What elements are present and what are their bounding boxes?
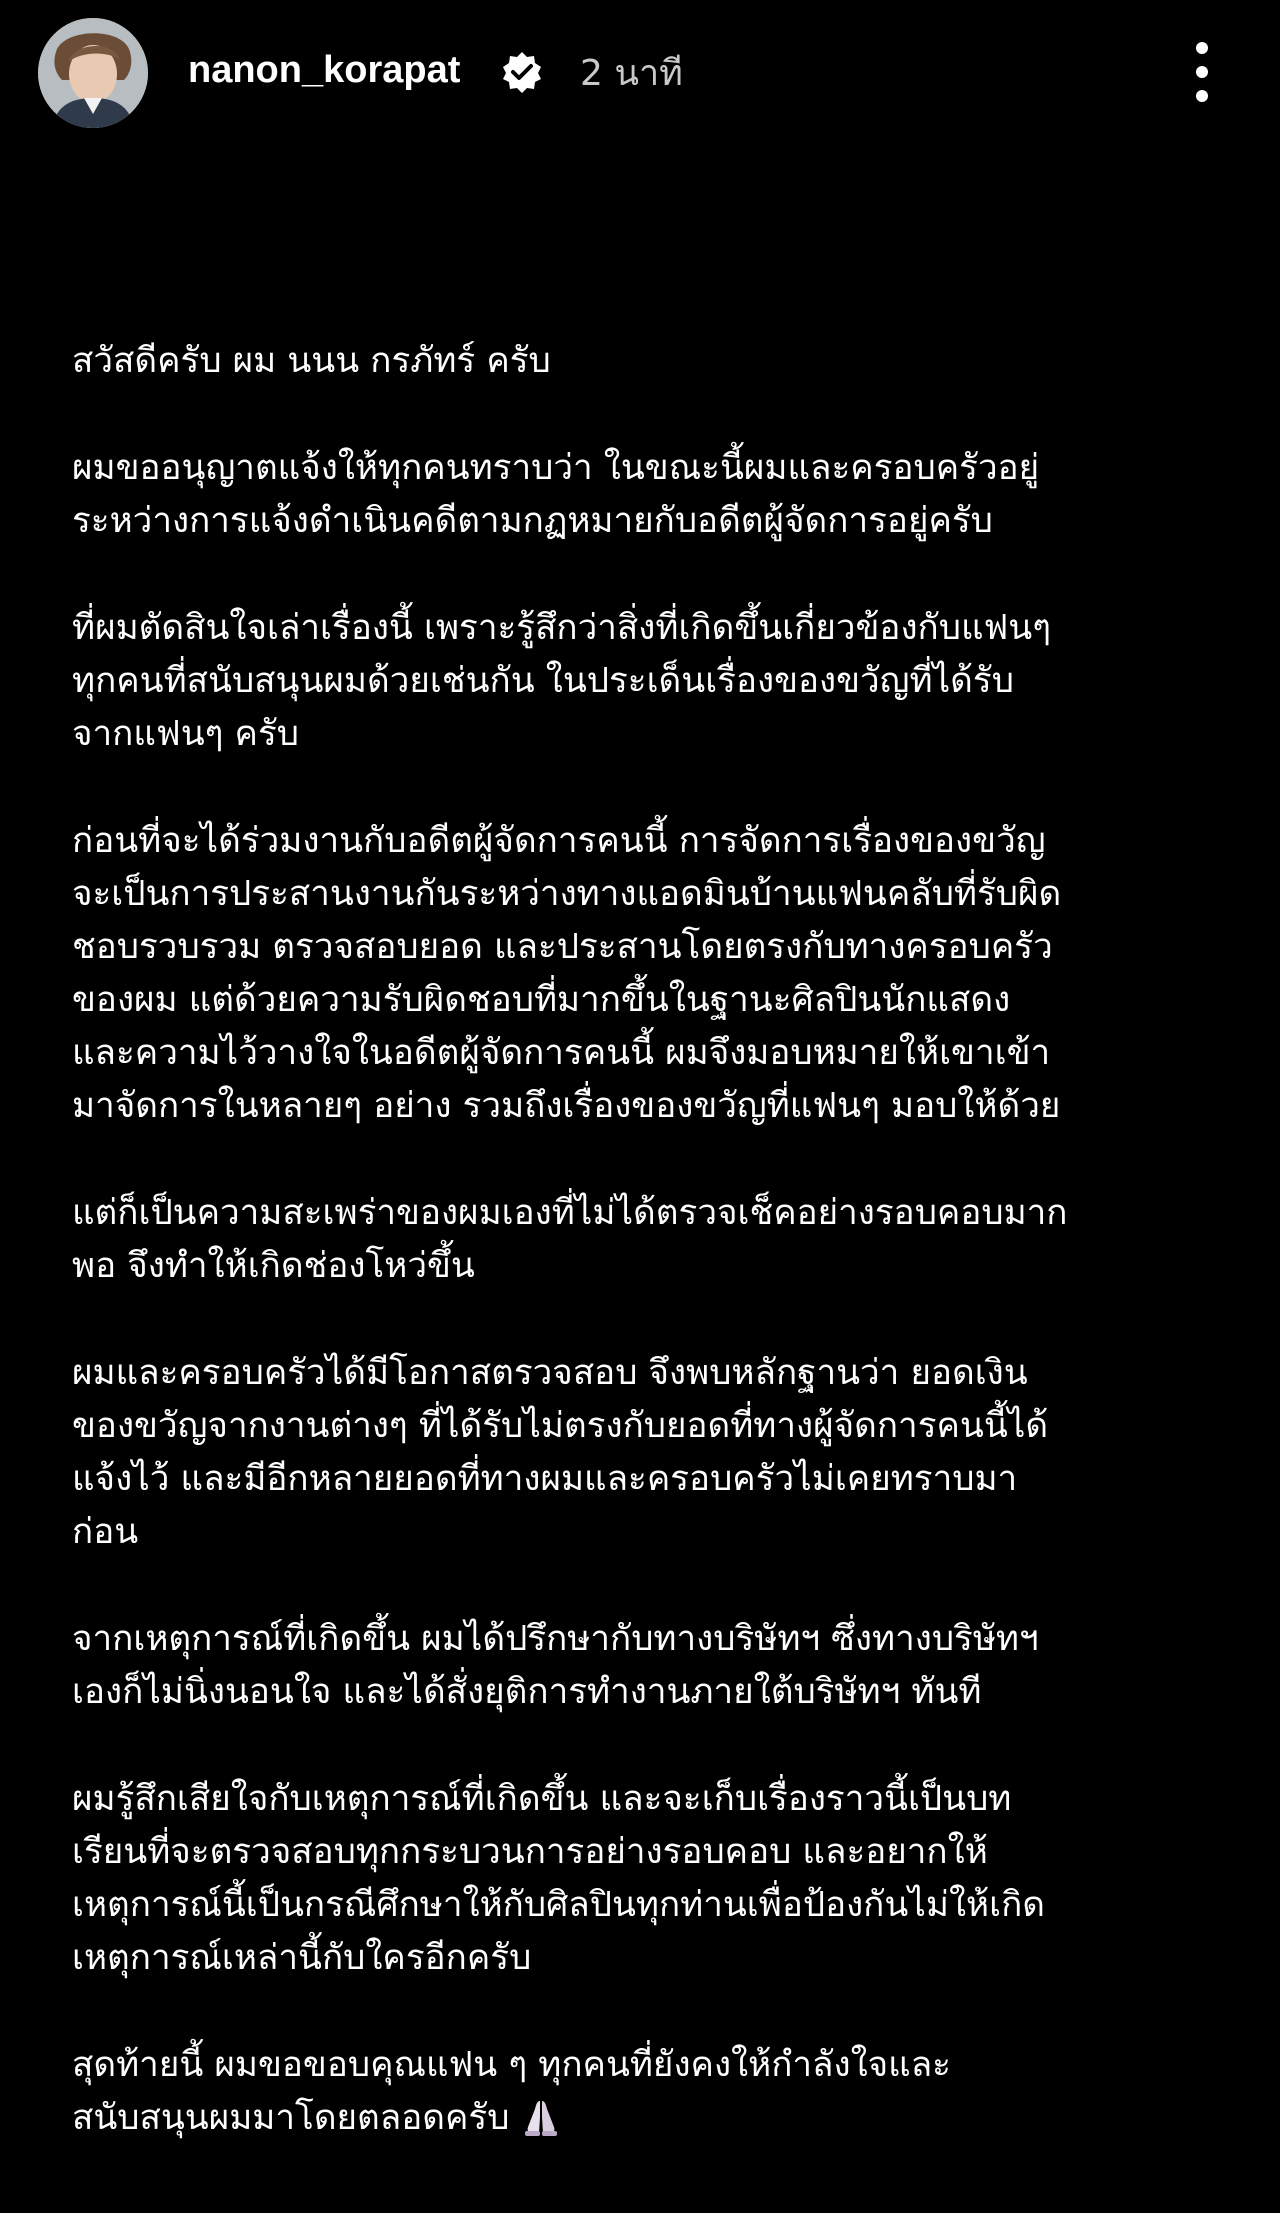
avatar[interactable] [38,18,148,128]
paragraph-evidence [72,1347,1242,1559]
text-line: เหตุการณ์นี้เป็นกรณีศึกษาให้กับศิลปินทุกท่านเพื่อป้องกันไม่ให้เกิด [72,1885,1046,1925]
text-line: จากแฟนๆ ครับ [72,714,299,754]
text-line-with-emoji [72,2092,1242,2145]
paragraph-greeting [72,335,1242,388]
text-line: พอ จึงทำให้เกิดช่องโหว่ขึ้น [72,1246,475,1286]
text-line: ก่อนที่จะได้ร่วมงานกับอดีตผู้จัดการคนนี้ การจัดการเรื่องของขวัญ [72,821,1046,861]
text-line: สวัสดีครับ ผม นนน กรภัทร์ ครับ [72,341,551,381]
text-line: จะเป็นการประสานงานกันระหว่างทางแอดมินบ้านแฟนคลับที่รับผิด [72,874,1062,914]
text-line: แต่ก็เป็นความสะเพร่าของผมเองที่ไม่ได้ตรวจเช็คอย่างรอบคอบมาก [72,1193,1068,1233]
text-line: สุดท้ายนี้ ผมขอขอบคุณแฟน ๆ ทุกคนที่ยังคงให้กำลังใจและ [72,2045,951,2085]
text-line: ทุกคนที่สนับสนุนผมด้วยเช่นกัน ในประเด็นเรื่องของขวัญที่ได้รับ [72,661,1014,701]
text-line: เองก็ไม่นิ่งนอนใจ และได้สั่งยุติการทำงานภายใต้บริษัทฯ ทันที [72,1672,982,1712]
text-line: แจ้งไว้ และมีอีกหลายยอดที่ทางผมและครอบครัวไม่เคยทราบมา [72,1459,1018,1499]
text-line: ของผม แต่ด้วยความรับผิดชอบที่มากขึ้นในฐานะศิลปินนักแสดง [72,980,1011,1020]
post-header [0,0,1280,150]
text-line: ระหว่างการแจ้งดำเนินคดีตามกฏหมายกับอดีตผู้จัดการอยู่ครับ [72,501,993,541]
text-line: ก่อน [72,1512,139,1552]
text-line: และความไว้วางใจในอดีตผู้จัดการคนนี้ ผมจึงมอบหมายให้เขาเข้า [72,1033,1051,1073]
text-line: ของขวัญจากงานต่างๆ ที่ได้รับไม่ตรงกับยอดที่ทางผู้จัดการคนนี้ได้ [72,1406,1049,1446]
text-line: เรียนที่จะตรวจสอบทุกกระบวนการอย่างรอบคอบ และอยากให้ [72,1832,988,1872]
paragraph-background [72,815,1242,1133]
post-timestamp: 2 นาที [580,53,683,94]
text-line: ชอบรวบรวม ตรวจสอบยอด และประสานโดยตรงกับทางครอบครัว [72,927,1053,967]
paragraph-company-action [72,1613,1242,1719]
username[interactable]: nanon_korapat [188,49,461,91]
more-vertical-icon[interactable] [1182,38,1222,106]
verified-badge-icon [500,50,544,94]
post-body [72,335,1242,2199]
text-line: เหตุการณ์เหล่านี้กับใครอีกครับ [72,1938,532,1978]
text-line: ผมขออนุญาตแจ้งให้ทุกคนทราบว่า ในขณะนี้ผมและครอบครัวอยู่ [72,448,1040,488]
text-line: มาจัดการในหลายๆ อย่าง รวมถึงเรื่องของขวัญที่แฟนๆ มอบให้ด้วย [72,1086,1061,1126]
paragraph-thanks [72,2039,1242,2145]
paragraph-admission [72,1187,1242,1293]
avatar-image [38,18,148,128]
paragraph-lesson [72,1773,1242,1985]
text-line: ที่ผมตัดสินใจเล่าเรื่องนี้ เพราะรู้สึกว่าสิ่งที่เกิดขึ้นเกี่ยวข้องกับแฟนๆ [72,608,1052,648]
folded-hands-icon [519,2097,563,2137]
text-line: ผมและครอบครัวได้มีโอกาสตรวจสอบ จึงพบหลักฐานว่า ยอดเงิน [72,1353,1028,1393]
paragraph-notice [72,442,1242,548]
text-line: สนับสนุนผมมาโดยตลอดครับ [72,2098,510,2138]
paragraph-reason [72,602,1242,761]
text-line: ผมรู้สึกเสียใจกับเหตุการณ์ที่เกิดขึ้น และจะเก็บเรื่องราวนี้เป็นบท [72,1779,1012,1819]
text-line: จากเหตุการณ์ที่เกิดขึ้น ผมได้ปรึกษากับทางบริษัทฯ ซึ่งทางบริษัทฯ [72,1619,1039,1659]
